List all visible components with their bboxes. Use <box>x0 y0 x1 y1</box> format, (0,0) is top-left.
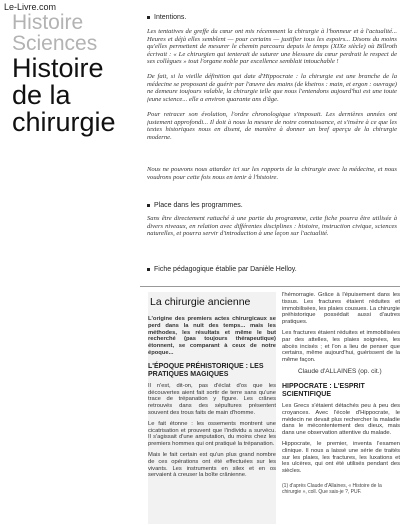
column-intro: L'origine des premiers actes chirurgicaux se perd dans la nuit des temps... mais les méthodes, les résultats et même le but recherché (pas toujours thérapeutique) étonnent, se comparant à ceux de notre époque... <box>148 316 276 356</box>
subheading-prehistoric: L'ÉPOQUE PRÉHISTORIQUE : LES PRATIQUES MAGIQUES <box>148 362 264 378</box>
citation-signature: Claude d'ALLAINES (op. cit.) <box>298 367 382 375</box>
body-paragraph: Les fractures étaient réduites et immobilisées par des attelles, les plaies soignées, les abcès incisés ; et l'on a lieu de penser que certains, même aujourd'hui, guérissent de la même façon. <box>282 329 400 364</box>
section-heading-intentions <box>147 14 186 21</box>
watermark-text: Le-Livre.com <box>4 2 57 12</box>
subheading-hippocrate: HIPPOCRATE : L'ESPRIT SCIENTIFIQUE <box>282 382 365 398</box>
series-title-line1: Histoire <box>12 11 84 34</box>
body-paragraph: Mais le fait certain est qu'un plus grand nombre de ces opérations ont été effectuées sur les vivants. Les instruments en silex et en os servaient à creuser la boîte crânienne. <box>148 451 276 479</box>
left-column <box>148 292 276 524</box>
divider-rule <box>140 286 400 287</box>
intro-paragraph: Pour retracer son évolution, l'ordre chronologique s'imposait. Les dernières années ont justement approfondi... Il doit à nous la mesure de notre connaissance, et s'insère à ce que les textes historiques nous en disent, de manière à donner un bref aperçu de la chirurgie moderne. <box>147 111 397 141</box>
place-paragraph: Sans être directement rattaché à une partie du programme, cette fiche pourra être utilisée à divers niveaux, en relation avec différentes disciplines : histoire, instruction civique, sciences naturelles, et pourra servir d'introduction à une leçon sur l'actualité. <box>147 215 397 238</box>
square-bullet-icon <box>147 16 150 19</box>
square-bullet-icon <box>147 204 150 207</box>
page-title-line1: Histoire <box>12 53 104 83</box>
right-column <box>282 292 400 524</box>
page-title-line2: de la <box>12 80 71 110</box>
intro-paragraph: Nous ne pouvons nous attarder ici sur les rapports de la chirurgie avec la médecine, et nous voudrons pour cette fois nous en tenir à l'histoire. <box>147 166 397 181</box>
series-title-line2: Sciences <box>12 32 98 55</box>
intro-paragraph: De fait, si la vieille définition qui date d'Hippocrate : la chirurgie est une branche de la médecine se proposant de guérir par l'œuvre des mains (de kheiros : main, et ergon : ouvrage) ne demeure toujours valable, la chirurgie telle que nous l'entendons aujourd'hui est une toute jeune science... elle a environ quarante ans d'âge. <box>147 73 397 103</box>
section-heading-label: Intentions. <box>154 14 187 21</box>
body-paragraph: Le fait étonne : les ossements montrent une cicatrisation et prouvent que l'individu a survécu. Il s'agissait d'une amputation, du moins chez les premiers hommes qui ont pratiqué la trépanation. <box>148 420 276 448</box>
footnote: (1) d'après Claude d'Allaines, « Histoire de la chirurgie », coll. Que sais-je ?, PUF. <box>282 482 382 495</box>
body-paragraph: Il n'est, dit-on, pas d'éclat d'os que les découvertes aient fait sortir de terre sans qu'une trace de trépanation y figure. Les crânes retrouvés dans des sépultures présentent souvent des trous faits de main d'homme. <box>148 382 276 416</box>
body-paragraph: Hippocrate, le premier, inventa l'examen clinique. Il nous a laissé une série de traités sur les plaies, les fractures, les luxations et les ulcères, qui ont été utilisés pendant des siècles. <box>282 440 400 475</box>
page-title-line3: chirurgie <box>12 107 116 137</box>
section-heading-label: Place dans les programmes. <box>154 202 243 209</box>
square-bullet-icon <box>147 268 150 271</box>
intro-paragraph: Les tentatives de greffe du cœur ont mis récemment la chirurgie à l'honneur et à l'actualité... Heures et déjà elles semblent — pour certains — justifier tous les espoirs... Disons du moins qu'elles permettent de mesurer le chemin parcouru depuis le temps (XIXe siècle) où Billroth écrivait : « Le chirurgien qui tenterait de suturer une blessure du cœur perdrait le respect de ses collègues » tout l'organe noble par excellence semblait intouchable ! <box>147 28 397 66</box>
section-heading-fiche <box>147 266 297 273</box>
section-heading-place <box>147 202 243 209</box>
body-paragraph: Les Grecs s'étaient détachés peu à peu des croyances. Avec l'école d'Hippocrate, le médecin ne devait plus rechercher la maladie dans le mécontentement des dieux, mais dans une observation attentive du malade. <box>282 402 400 437</box>
section-heading-label: Fiche pédagogique établie par Danièle Helloy. <box>154 266 297 273</box>
column-title: La chirurgie ancienne <box>150 296 251 308</box>
body-paragraph: l'hémorragie. Grâce à l'épuisement dans les tissus. Les fractures étaient réduites et immobilisées, les plaies cousues. La chirurgie préhistorique possédait aussi d'autres pratiques. <box>282 292 400 326</box>
